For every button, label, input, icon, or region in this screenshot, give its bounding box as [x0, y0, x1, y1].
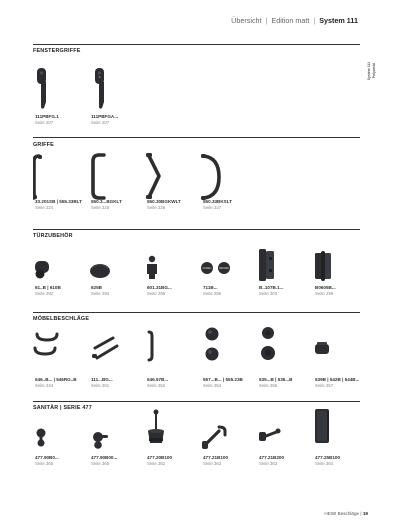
product-page: Seite 363 — [203, 461, 222, 466]
product-code: 546.57B... — [147, 377, 169, 382]
breadcrumb-edition: Edition matt — [271, 16, 310, 25]
product-code: 477.21B200 — [259, 455, 285, 460]
product-code: 550.33BKSLT — [203, 199, 233, 204]
product-code: 535...B | 536...B — [259, 377, 293, 382]
breadcrumb-overview: Übersicht — [231, 16, 262, 25]
sign-label-damen: DAMEN — [202, 267, 212, 271]
product-page: Seite 286 — [203, 291, 222, 296]
product-page: Seite 207 — [35, 120, 54, 125]
product-page: Seite 225 — [91, 205, 110, 210]
section-rule — [33, 44, 360, 45]
product-page: Seite 224 — [35, 205, 54, 210]
furniture-handle-side-icon — [145, 324, 195, 376]
product-page: Seite 293 — [91, 291, 110, 296]
pull-handle-angled-icon — [145, 152, 195, 204]
furniture-handle-flat-icon — [89, 324, 139, 376]
section-title: TÜRZUBEHÖR — [33, 233, 73, 239]
product-page: Seite 292 — [35, 291, 54, 296]
toilet-brush-holder-icon — [145, 407, 195, 459]
product-code: 477.20B100 — [147, 455, 173, 460]
product-page: Seite 344 — [35, 383, 54, 388]
window-handle-lockable-icon — [89, 62, 139, 114]
pull-handle-u-icon — [89, 152, 139, 204]
product-page: Seite 301 — [91, 383, 110, 388]
product-page: Seite 352 — [147, 383, 166, 388]
product-page: Seite 303 — [259, 291, 278, 296]
page-footer — [324, 511, 368, 516]
side-tab — [367, 62, 377, 80]
sign-label-herren: HERREN — [218, 267, 230, 271]
product-code: 711B... — [203, 285, 218, 290]
page-header — [231, 16, 358, 25]
footer-brand: HEWI Beschläge — [324, 511, 360, 516]
furniture-knob-icon — [201, 324, 251, 376]
product-code: B0605B... — [315, 285, 336, 290]
product-page: Seite 226 — [147, 205, 166, 210]
section-fenstergriffe — [33, 44, 360, 138]
section-sanitaer — [33, 401, 360, 471]
product-page: Seite 207 — [91, 120, 110, 125]
breadcrumb-separator: | — [311, 16, 318, 25]
product-code: 477.90B0... — [35, 455, 59, 460]
pull-handle-straight-icon — [33, 152, 83, 204]
page-number: 19 — [362, 511, 368, 516]
breadcrumb-separator: | — [263, 16, 270, 25]
product-code: 111PBFGA... — [91, 114, 119, 119]
product-page: Seite 365 — [91, 461, 110, 466]
product-page: Seite 365 — [35, 461, 54, 466]
product-code: 477.25B100 — [315, 455, 341, 460]
product-code: B..107B.1... — [259, 285, 284, 290]
section-tuerzubehoer — [33, 229, 360, 313]
product-code: 111PBFG.1 — [35, 114, 59, 119]
product-code: 33.201SB | 555.33BLT — [35, 199, 82, 204]
side-tab-system: System 111 — [367, 62, 371, 81]
product-code: 61..B | 610B — [35, 285, 61, 290]
section-moebelbeschlaege — [33, 312, 360, 402]
product-code: 111...BG... — [91, 377, 113, 382]
window-handle-icon — [33, 62, 83, 114]
section-title: MÖBELBESCHLÄGE — [33, 316, 90, 322]
product-code: 546..B... | 546RG..B — [35, 377, 77, 382]
product-code: 477.90B00... — [91, 455, 118, 460]
product-page: Seite 364 — [315, 461, 334, 466]
product-page: Seite 288 — [147, 291, 166, 296]
section-griffe — [33, 138, 360, 230]
product-page: Seite 354 — [203, 383, 222, 388]
section-title: GRIFFE — [33, 142, 54, 148]
product-code: 539B | 542B | 544B... — [315, 377, 360, 382]
breadcrumb-system: System 111 — [319, 16, 358, 25]
section-title: FENSTERGRIFFE — [33, 48, 81, 54]
product-code: 625B — [91, 285, 102, 290]
product-page: Seite 363 — [259, 461, 278, 466]
product-page: Seite 356 — [259, 383, 278, 388]
section-title: SANITÄR | SERIE 477 — [33, 405, 92, 411]
product-code: 601.31BG... — [147, 285, 172, 290]
product-code: 550.30BGKWLT — [147, 199, 181, 204]
wall-cabinet-icon — [313, 405, 363, 457]
furniture-knob-round-icon — [257, 324, 307, 376]
footer-separator: | — [360, 511, 363, 516]
product-code: 477.21B100 — [203, 455, 229, 460]
furniture-knob-square-icon — [313, 324, 363, 376]
product-page: Seite 227 — [203, 205, 222, 210]
product-page: Seite 357 — [315, 383, 334, 388]
pull-handle-curved-icon — [201, 152, 251, 204]
product-page: Seite 299 — [315, 291, 334, 296]
furniture-handle-bow-icon — [33, 324, 83, 376]
product-code: 550.3...BGKLT — [91, 199, 122, 204]
side-tab-material: Polyamid — [372, 63, 376, 79]
product-code: 557...B... | 555.23B — [203, 377, 243, 382]
product-page: Seite 362 — [147, 461, 166, 466]
